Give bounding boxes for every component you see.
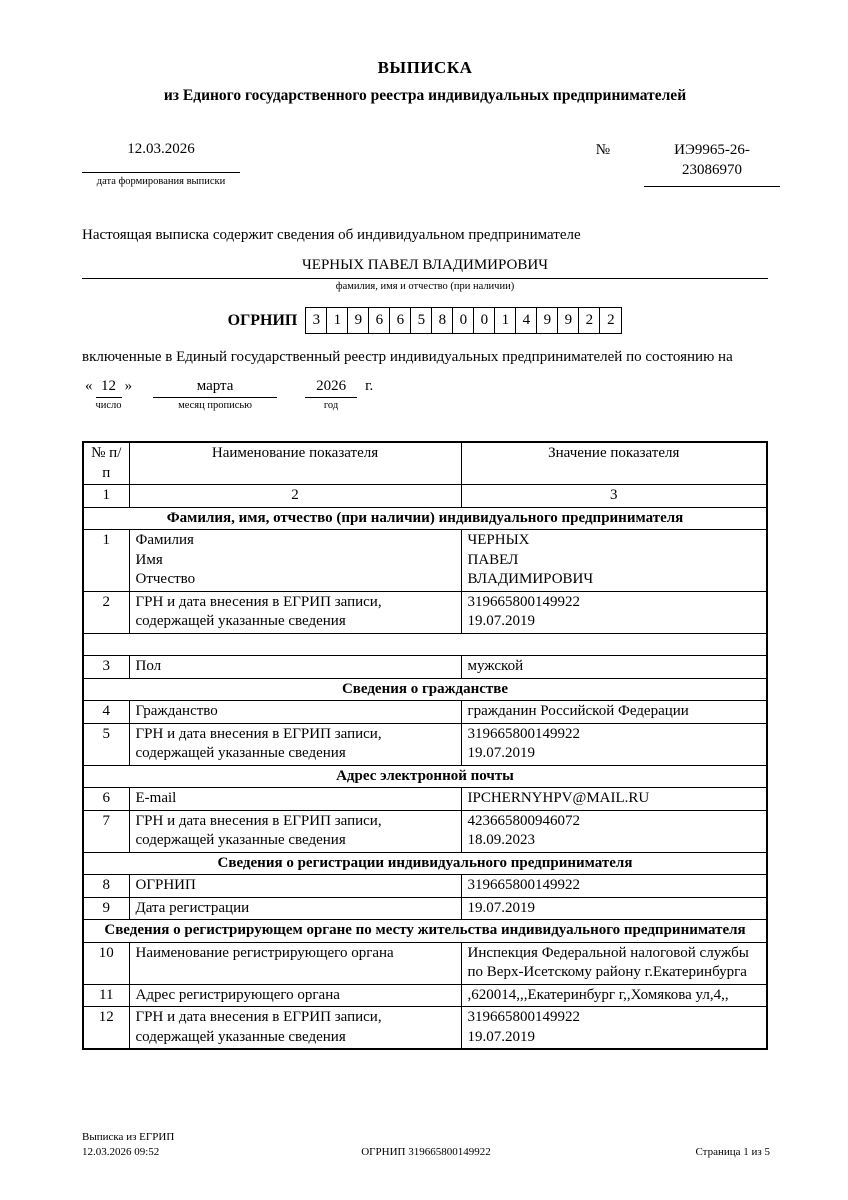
footer-ogrnip: ОГРНИП 319665800149922 (361, 1146, 491, 1159)
month-caption: месяц прописью (178, 400, 253, 411)
indicator-value: ЧЕРНЫХ ПАВЕЛ ВЛАДИМИРОВИЧ (461, 530, 767, 592)
ogrnip-digit: 9 (558, 308, 579, 333)
section-title: Фамилия, имя, отчество (при наличии) индивидуального предпринимателя (83, 507, 767, 530)
table-row (83, 810, 767, 852)
document-number (644, 141, 780, 187)
indicator-value: ,620014,,,Екатеринбург г,,Хомякова ул,4,, (461, 984, 767, 1007)
day-field (96, 378, 122, 411)
row-number: 12 (83, 1007, 129, 1050)
entrepreneur-name: ЧЕРНЫХ ПАВЕЛ ВЛАДИМИРОВИЧ (82, 257, 768, 279)
table-row (83, 723, 767, 765)
open-quote: « (85, 378, 93, 394)
formation-date-block (82, 141, 240, 187)
row-number: 4 (83, 701, 129, 724)
indicator-name: ГРН и дата внесения в ЕГРИП записи, содержащей указанные сведения (129, 591, 461, 633)
intro-text: Настоящая выписка содержит сведения об индивидуальном предпринимателе (82, 227, 581, 243)
table-row (83, 875, 767, 898)
formation-date-caption: дата формирования выписки (96, 176, 226, 187)
ogrnip-digit: 6 (390, 308, 411, 333)
column-number-3: 3 (461, 485, 767, 508)
section-title: Сведения о регистрирующем органе по месту жительства индивидуального предпринимателя (83, 920, 767, 943)
column-number-row (83, 485, 767, 508)
table-row (83, 942, 767, 984)
indicator-value: 319665800149922 19.07.2019 (461, 591, 767, 633)
indicator-name: Адрес регистрирующего органа (129, 984, 461, 1007)
ogrnip-digit: 3 (306, 308, 327, 333)
section-row (83, 678, 767, 701)
row-number: 7 (83, 810, 129, 852)
table-row (83, 984, 767, 1007)
indicator-value: гражданин Российской Федерации (461, 701, 767, 724)
footer-left (82, 1130, 311, 1160)
month-value: марта (153, 378, 277, 398)
year-caption: год (323, 400, 339, 411)
year-field (305, 378, 357, 411)
day-value: 12 (96, 378, 122, 398)
indicator-name: E-mail (129, 788, 461, 811)
header-cell-indicator-value: Значение показателя (461, 442, 767, 485)
ogrnip-label: ОГРНИП (227, 311, 298, 329)
indicator-name: Дата регистрации (129, 897, 461, 920)
month-field (153, 378, 277, 411)
day-caption: число (95, 400, 122, 411)
table-row (83, 701, 767, 724)
indicator-name: Наименование регистрирующего органа (129, 942, 461, 984)
spacer-row (83, 633, 767, 656)
document-subtitle: из Единого государственного реестра индивидуальных предпринимателей (163, 87, 687, 104)
section-title: Сведения о гражданстве (83, 678, 767, 701)
ogrnip-digit: 6 (369, 308, 390, 333)
ogrnip-digit: 9 (348, 308, 369, 333)
ogrnip-digit: 8 (432, 308, 453, 333)
indicator-value: 423665800946072 18.09.2023 (461, 810, 767, 852)
indicators-table-body (83, 507, 767, 1049)
year-suffix: г. (365, 378, 374, 394)
entrepreneur-name-caption: фамилия, имя и отчество (при наличии) (335, 281, 515, 292)
table-row (83, 530, 767, 592)
indicator-name: ОГРНИП (129, 875, 461, 898)
ogrnip-row (82, 307, 768, 334)
document-number-line2: 23086970 (682, 161, 742, 178)
number-sign: № (595, 142, 610, 158)
included-text: включенные в Единый государственный реестр индивидуальных предпринимателей по состоянию на (82, 349, 733, 365)
indicator-name: ГРН и дата внесения в ЕГРИП записи, содержащей указанные сведения (129, 723, 461, 765)
indicator-value: 319665800149922 19.07.2019 (461, 723, 767, 765)
row-number: 11 (83, 984, 129, 1007)
table-row (83, 897, 767, 920)
header-cell-number: № п/п (83, 442, 129, 485)
ogrnip-digit: 0 (474, 308, 495, 333)
footer-doc-type: Выписка из ЕГРИП (82, 1131, 175, 1144)
indicator-value: IPCHERNYHPV@MAIL.RU (461, 788, 767, 811)
indicator-value: 319665800149922 19.07.2019 (461, 1007, 767, 1050)
column-number-2: 2 (129, 485, 461, 508)
document-title: ВЫПИСКА (377, 58, 473, 77)
ogrnip-digit: 2 (579, 308, 600, 333)
year-value: 2026 (305, 378, 357, 398)
section-title: Сведения о регистрации индивидуального предпринимателя (83, 852, 767, 875)
ogrnip-digit: 4 (516, 308, 537, 333)
row-number: 3 (83, 656, 129, 679)
ogrnip-digit-boxes (305, 307, 622, 334)
as-of-date-row (82, 378, 768, 411)
table-row (83, 591, 767, 633)
indicator-value: мужской (461, 656, 767, 679)
indicator-name: Пол (129, 656, 461, 679)
indicator-name: ГРН и дата внесения в ЕГРИП записи, содержащей указанные сведения (129, 1007, 461, 1050)
document-number-line1: ИЭ9965-26- (674, 142, 750, 158)
section-row (83, 765, 767, 788)
indicator-value: Инспекция Федеральной налоговой службы по Верх-Исетскому району г.Екатеринбурга (461, 942, 767, 984)
document-number-block (596, 141, 780, 187)
row-number: 5 (83, 723, 129, 765)
row-number: 8 (83, 875, 129, 898)
row-number: 6 (83, 788, 129, 811)
section-title: Адрес электронной почты (83, 765, 767, 788)
footer-page-number: Страница 1 из 5 (695, 1146, 770, 1159)
formation-date: 12.03.2026 (82, 141, 240, 173)
table-header-row (83, 442, 767, 485)
table-row (83, 656, 767, 679)
indicator-value: 19.07.2019 (461, 897, 767, 920)
indicators-table (82, 441, 768, 1050)
section-row (83, 852, 767, 875)
ogrnip-digit: 1 (495, 308, 516, 333)
indicator-name: Гражданство (129, 701, 461, 724)
footer-datetime: 12.03.2026 09:52 (82, 1146, 160, 1159)
section-row (83, 920, 767, 943)
ogrnip-digit: 2 (607, 312, 615, 328)
indicator-name: Фамилия Имя Отчество (129, 530, 461, 592)
spacer-cell (83, 633, 767, 656)
row-number: 9 (83, 897, 129, 920)
table-row (83, 788, 767, 811)
column-number-1: 1 (83, 485, 129, 508)
header-cell-indicator-name: Наименование показателя (129, 442, 461, 485)
ogrnip-digit: 0 (453, 308, 474, 333)
ogrnip-digit: 9 (537, 308, 558, 333)
row-number: 10 (83, 942, 129, 984)
close-quote: » (124, 378, 133, 394)
section-row (83, 507, 767, 530)
table-row (83, 1007, 767, 1050)
ogrnip-digit: 1 (327, 308, 348, 333)
indicator-value: 319665800149922 (461, 875, 767, 898)
reference-row (82, 141, 768, 187)
row-number: 2 (83, 591, 129, 633)
ogrnip-digit: 5 (411, 308, 432, 333)
indicator-name: ГРН и дата внесения в ЕГРИП записи, содержащей указанные сведения (129, 810, 461, 852)
page-footer (82, 1130, 770, 1160)
row-number: 1 (83, 530, 129, 592)
